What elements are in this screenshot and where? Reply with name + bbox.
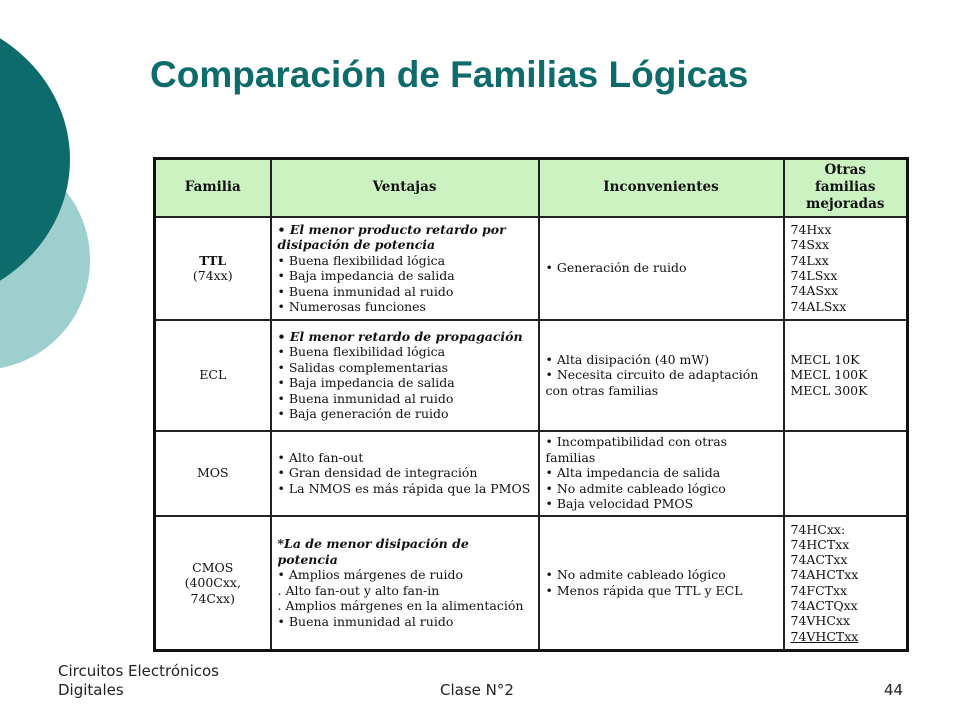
otras-cell xyxy=(784,217,908,320)
slide-title: Comparación de Familias Lógicas xyxy=(150,54,749,95)
otras-cell xyxy=(784,320,908,431)
family-variant: 74AHCTxx xyxy=(790,567,859,583)
family-variant: 74HCxx: xyxy=(790,521,846,537)
table-header-row xyxy=(155,159,908,217)
list-item: • No admite cableado lógico xyxy=(545,567,726,583)
family-variant: 74Sxx xyxy=(790,237,830,253)
list-item: • Buena inmunidad al ruido xyxy=(277,283,454,299)
otras-cell xyxy=(784,431,908,516)
list-item: • Incompatibilidad con otras familias xyxy=(545,434,728,465)
list-item: • Buena inmunidad al ruido xyxy=(277,613,454,629)
family-variant: 74LSxx xyxy=(790,268,838,283)
family-variant: 74ALSxx xyxy=(790,298,847,314)
list-item: • Buena flexibilidad lógica xyxy=(277,252,446,268)
family-variant: 74HCTxx xyxy=(790,536,850,552)
inconvenientes-cell xyxy=(539,217,784,320)
family-cell xyxy=(155,320,271,431)
list-item: • Amplios márgenes de ruido xyxy=(277,567,464,583)
table-row-ttl xyxy=(155,217,908,320)
list-item: • Numerosas funciones xyxy=(277,299,426,314)
list-item: . Amplios márgenes en la alimentación xyxy=(277,598,524,614)
list-item: . Alto fan-out y alto fan-in xyxy=(277,582,440,598)
otras-cell xyxy=(784,516,908,651)
header-otras-line: familias xyxy=(814,179,876,196)
family-variant: MECL 300K xyxy=(790,382,868,398)
comparison-table xyxy=(153,157,909,652)
family-cell xyxy=(155,217,271,320)
footer-course-line: Circuitos Electrónicos xyxy=(58,662,219,680)
family-subtitle: (74xx) xyxy=(192,268,233,283)
table-row-cmos xyxy=(155,516,908,651)
family-cell xyxy=(155,431,271,516)
footer-course-line: Digitales xyxy=(58,681,124,699)
list-item: • Baja generación de ruido xyxy=(277,406,449,421)
footer-course xyxy=(58,662,219,700)
family-variant: MECL 10K xyxy=(790,352,860,368)
ventajas-cell xyxy=(271,516,539,651)
header-familia: Familia xyxy=(155,159,271,217)
inconvenientes-cell xyxy=(539,516,784,651)
list-item: • Generación de ruido xyxy=(545,260,687,276)
family-name: TTL xyxy=(199,252,227,268)
list-item: • El menor retardo de propagación xyxy=(277,328,523,344)
list-item: • El menor producto retardo por disipación de potencia xyxy=(277,221,506,252)
list-item: • Salidas complementarias xyxy=(277,359,449,375)
table-row-mos xyxy=(155,431,908,516)
inconvenientes-cell xyxy=(539,431,784,516)
footer-class: Clase N°2 xyxy=(440,681,514,699)
page-number: 44 xyxy=(884,681,904,699)
family-variant: 74FCTxx xyxy=(790,582,848,598)
family-subtitle: (400Cxx, 74Cxx) xyxy=(184,575,241,606)
list-item: • Baja velocidad PMOS xyxy=(545,496,694,512)
list-item: • Buena flexibilidad lógica xyxy=(277,344,446,359)
list-item: • No admite cableado lógico xyxy=(545,480,726,496)
list-item: • La NMOS es más rápida que la PMOS xyxy=(277,480,531,496)
family-name: ECL xyxy=(199,367,227,383)
family-variant: 74VHCTxx xyxy=(790,628,859,644)
list-item: • Gran densidad de integración xyxy=(277,465,478,481)
list-item: • Alta disipación (40 mW) xyxy=(545,351,710,367)
family-cell xyxy=(155,516,271,651)
family-variant: 74ASxx xyxy=(790,283,839,299)
list-item: • Alta impedancia de salida xyxy=(545,465,721,481)
header-otras-line: Otras xyxy=(824,162,866,179)
family-variant: MECL 100K xyxy=(790,367,868,383)
header-ventajas: Ventajas xyxy=(271,159,539,217)
list-item: • Baja impedancia de salida xyxy=(277,268,455,283)
family-variant: 74VHCxx xyxy=(790,613,850,629)
header-inconvenientes: Inconvenientes xyxy=(539,159,784,217)
family-variant: 74ACTQxx xyxy=(790,598,858,614)
table-row-ecl xyxy=(155,320,908,431)
list-item: *La de menor disipación de potencia xyxy=(277,536,469,567)
inconvenientes-cell xyxy=(539,320,784,431)
family-variant: 74Lxx xyxy=(790,252,829,268)
family-variant: 74Hxx xyxy=(790,222,832,238)
list-item: • Baja impedancia de salida xyxy=(277,375,455,390)
family-name: CMOS xyxy=(192,559,234,575)
list-item: • Buena inmunidad al ruido xyxy=(277,390,454,406)
comparison-table-image xyxy=(153,157,913,649)
header-otras-familias xyxy=(784,159,908,217)
family-name: MOS xyxy=(196,465,229,481)
ventajas-cell xyxy=(271,320,539,431)
family-variant: 74ACTxx xyxy=(790,552,848,568)
header-otras-line: mejoradas xyxy=(806,196,885,213)
list-item: • Menos rápida que TTL y ECL xyxy=(545,582,743,598)
ventajas-cell xyxy=(271,431,539,516)
list-item: • Alto fan-out xyxy=(277,449,364,465)
ventajas-cell xyxy=(271,217,539,320)
list-item: • Necesita circuito de adaptación con otras familias xyxy=(545,367,759,398)
